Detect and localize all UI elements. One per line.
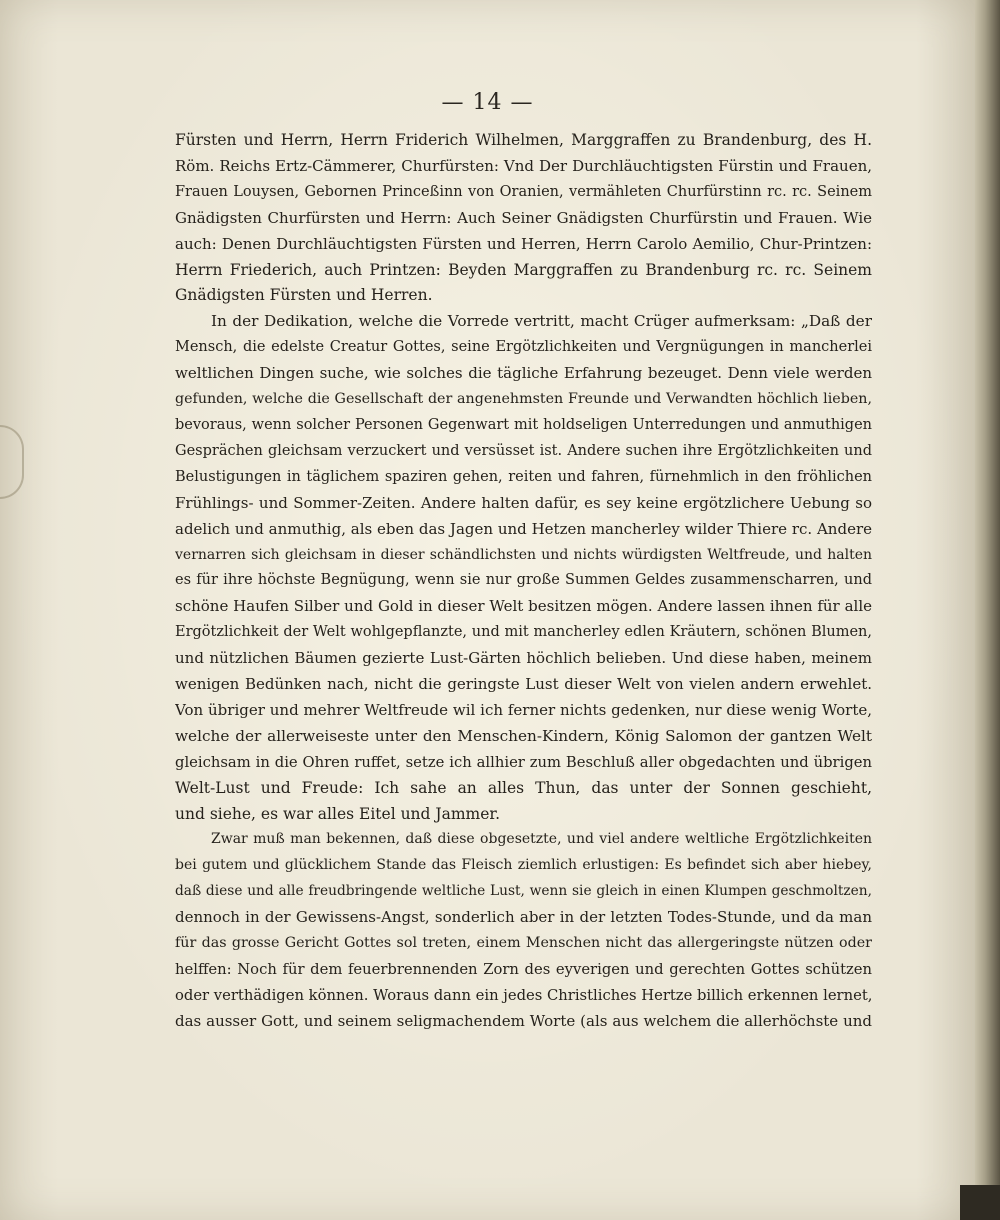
text-line: wenigen Bedünken nach, nicht die geringste Lust dieser Welt von vielen andern erwehlet. [175, 675, 872, 694]
page-edge-right [975, 0, 1000, 1220]
text-line: oder verthädigen können. Woraus dann ein jedes Christliches Hertze billich erkennen lernet, [175, 986, 872, 1004]
text-line: es für ihre höchste Begnügung, wenn sie nur große Summen Geldes zusammenscharren, und [175, 572, 872, 589]
text-line: Frühlings- und Sommer-Zeiten. Andere halten dafür, es sey keine ergötzlichere Uebung so [175, 493, 872, 512]
text-body [175, 128, 872, 1035]
text-line: und nützlichen Bäumen gezierte Lust-Gärten höchlich belieben. Und diese haben, meinem [175, 649, 872, 668]
text-line: und siehe, es war alles Eitel und Jammer. [175, 804, 501, 823]
text-line: schöne Haufen Silber und Gold in dieser Welt besitzen mögen. Andere lassen ihnen für alle [175, 597, 872, 616]
text-line: Welt-Lust und Freude: Ich sahe an alles Thun, das unter der Sonnen geschieht, [175, 778, 872, 797]
text-line: adelich und anmuthig, als eben das Jagen und Hetzen mancherley wilder Thiere rc. Andere [175, 519, 872, 538]
text-line: Ergötzlichkeit der Welt wohlgepflanzte, und mit mancherley edlen Kräutern, schönen Blumen, [175, 624, 872, 641]
text-line: bei gutem und glücklichem Stande das Fleisch ziemlich erlustigen: Es befindet sich aber hiebey, [175, 857, 872, 874]
text-line: vernarren sich gleichsam in dieser schändlichsten und nichts würdigsten Weltfreude, und halten [175, 546, 872, 563]
text-line: Von übriger und mehrer Weltfreude wil ich ferner nichts gedenken, nur diese wenig Worte, [175, 700, 872, 719]
text-line: gleichsam in die Ohren ruffet, setze ich allhier zum Beschluß aller obgedachten und übrigen [175, 753, 872, 771]
text-line: das ausser Gott, und seinem seligmachendem Worte (als aus welchem die allerhöchste und [175, 1011, 872, 1030]
text-line: daß diese und alle freudbringende weltliche Lust, wenn sie gleich in einen Klumpen geschmoltzen, [175, 883, 872, 900]
text-line: gefunden, welche die Gesellschaft der angenehmsten Freunde und Verwandten höchlich lieben, [175, 391, 872, 408]
text-line: Fürsten und Herrn, Herrn Friderich Wilhelmen, Marggraffen zu Brandenburg, des H. [175, 131, 872, 149]
text-line: weltlichen Dingen suche, wie solches die tägliche Erfahrung bezeuget. Denn viele werden [175, 364, 872, 383]
binding-mark [0, 425, 24, 499]
text-line: In der Dedikation, welche die Vorrede vertritt, macht Crüger aufmerksam: „Daß der [211, 312, 872, 331]
text-line: Gnädigsten Churfürsten und Herrn: Auch Seiner Gnädigsten Churfürstin und Frauen. Wie [175, 208, 872, 227]
page-number: — 14 — [441, 90, 534, 115]
text-line: bevoraus, wenn solcher Personen Gegenwart mit holdseligen Unterredungen und anmuthigen [175, 416, 872, 433]
text-line: Belustigungen in täglichem spaziren gehen, reiten und fahren, fürnehmlich in den fröhlichen [175, 468, 872, 485]
text-line: Röm. Reichs Ertz-Cämmerer, Churfürsten: Vnd Der Durchläuchtigsten Fürstin und Frauen, [175, 156, 872, 175]
text-line: Herrn Friederich, auch Printzen: Beyden Marggraffen zu Brandenburg rc. rc. Seinem [175, 260, 872, 279]
text-line: welche der allerweiseste unter den Menschen-Kindern, König Salomon der gantzen Welt [175, 726, 872, 745]
text-line: dennoch in der Gewissens-Angst, sonderlich aber in der letzten Todes-Stunde, und da man [175, 908, 872, 927]
text-line: auch: Denen Durchläuchtigsten Fürsten und Herren, Herrn Carolo Aemilio, Chur-Printzen: [175, 234, 872, 253]
text-line: Frauen Louysen, Gebornen Princeßinn von Oranien, vermähleten Churfürstinn rc. rc. Seinem [175, 183, 872, 200]
text-line: Mensch, die edelste Creatur Gottes, seine Ergötzlichkeiten und Vergnügungen in mancherlei [175, 339, 872, 356]
page-edge-corner [960, 1185, 1000, 1220]
text-line: Gnädigsten Fürsten und Herren. [175, 286, 433, 305]
text-line: Zwar muß man bekennen, daß diese obgesetzte, und viel andere weltliche Ergötzlichkeiten [211, 831, 872, 848]
text-line: helffen: Noch für dem feuerbrennenden Zorn des eyverigen und gerechten Gottes schützen [175, 961, 872, 978]
text-line: Gesprächen gleichsam verzuckert und versüsset ist. Andere suchen ihre Ergötzlichkeiten und [175, 442, 872, 459]
text-line: für das grosse Gericht Gottes sol treten, einem Menschen nicht das allergeringste nützen oder [175, 935, 872, 952]
